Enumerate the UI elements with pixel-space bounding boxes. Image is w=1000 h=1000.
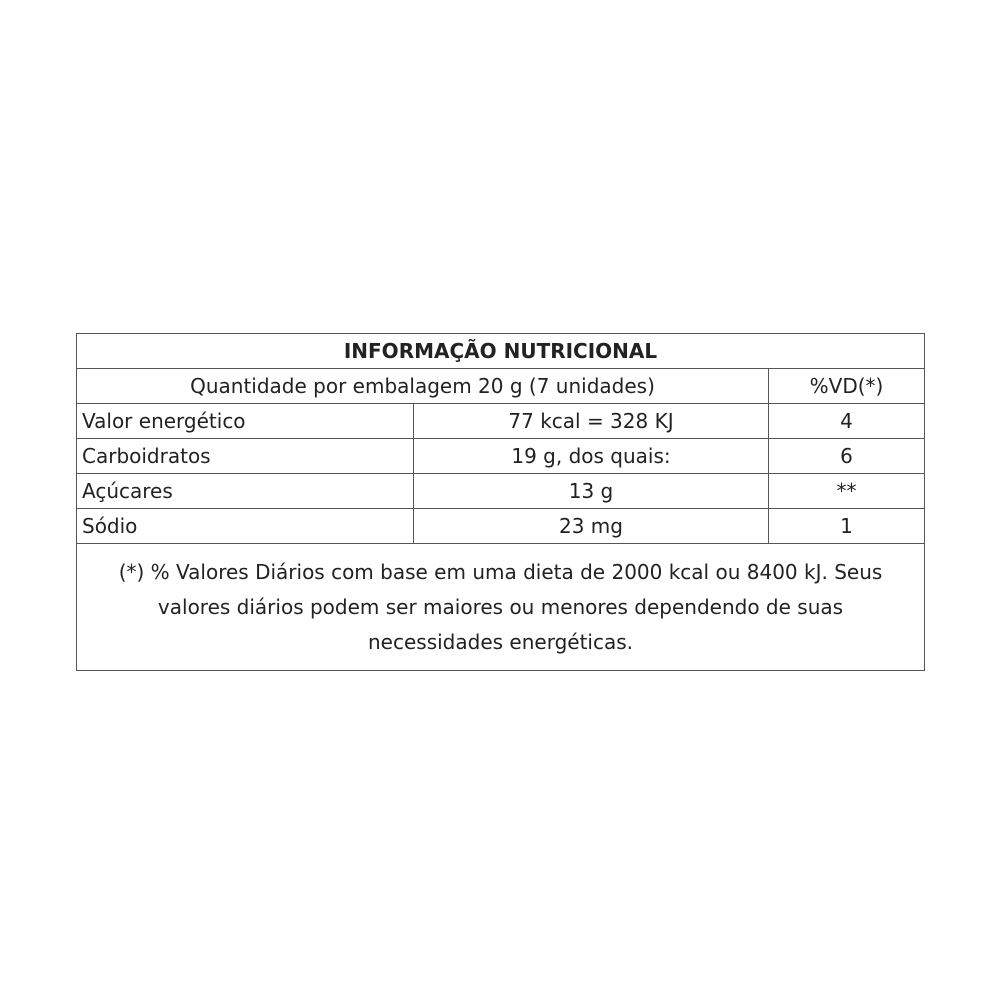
table-row xyxy=(77,439,925,474)
table-row xyxy=(77,474,925,509)
nutrient-label: Valor energético xyxy=(77,404,414,439)
table-row xyxy=(77,509,925,544)
nutrient-label: Sódio xyxy=(77,509,414,544)
footnote-row xyxy=(77,544,925,671)
title-row xyxy=(77,334,925,369)
nutrient-amount: 77 kcal = 328 KJ xyxy=(414,404,769,439)
vd-header: %VD(*) xyxy=(769,369,925,404)
nutrient-amount: 23 mg xyxy=(414,509,769,544)
header-row xyxy=(77,369,925,404)
footnote: (*) % Valores Diários com base em uma dieta de 2000 kcal ou 8400 kJ. Seus valores diários podem ser maiores ou menores dependendo de suas necessidades energéticas. xyxy=(77,544,925,671)
table-title: INFORMAÇÃO NUTRICIONAL xyxy=(77,334,925,369)
nutrition-facts-table xyxy=(76,333,925,671)
nutrient-label: Açúcares xyxy=(77,474,414,509)
nutrient-amount: 19 g, dos quais: xyxy=(414,439,769,474)
portion-header: Quantidade por embalagem 20 g (7 unidades) xyxy=(77,369,769,404)
nutrient-label: Carboidratos xyxy=(77,439,414,474)
nutrient-vd: ** xyxy=(769,474,925,509)
nutrient-vd: 6 xyxy=(769,439,925,474)
nutrient-vd: 1 xyxy=(769,509,925,544)
nutrient-vd: 4 xyxy=(769,404,925,439)
nutrient-amount: 13 g xyxy=(414,474,769,509)
table-row xyxy=(77,404,925,439)
